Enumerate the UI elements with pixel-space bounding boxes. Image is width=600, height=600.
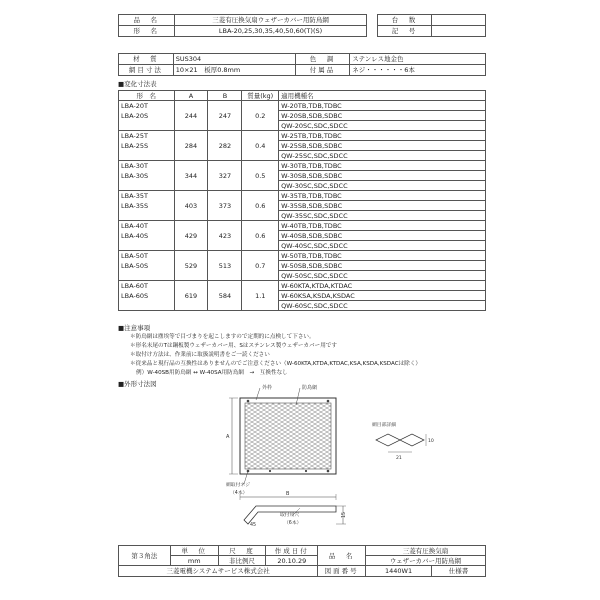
dim-a-cell: 403 [174, 191, 208, 221]
footer-name-label: 品 名 [318, 546, 366, 566]
model-cell: LBA-50S [119, 261, 175, 271]
dim-a-cell: 619 [174, 281, 208, 311]
model-cell: LBA-25T [119, 131, 175, 141]
model-cell: LBA-20S [119, 111, 175, 121]
scale-value: 非比例尺 [218, 556, 266, 566]
model-cell: LBA-40T [119, 221, 175, 231]
mass-cell: 0.6 [242, 191, 279, 221]
app-cell: W-50TB,TDB,TDBC [279, 251, 486, 261]
dim-b-cell: 513 [208, 251, 242, 281]
mass-cell: 0.6 [242, 221, 279, 251]
col-a: A [174, 91, 208, 101]
model-cell: LBA-30S [119, 171, 175, 181]
mesh-value: 10×21 板厚0.8mm [173, 65, 295, 76]
label-hole-qty: （6本） [284, 521, 302, 526]
label-mesh-detail: 網目部詳細 [372, 423, 396, 428]
dim-a-cell: 429 [174, 221, 208, 251]
mass-cell: 0.5 [242, 161, 279, 191]
model-cell: LBA-60S [119, 291, 175, 301]
dim-b-cell: 327 [208, 161, 242, 191]
accessory-label: 付属品 [295, 65, 350, 76]
label-frame: 外枠 [262, 385, 273, 391]
mesh-detail [376, 434, 424, 446]
app-cell: W-20TB,TDB,TDBC [279, 101, 486, 111]
app-cell: QW-35SC,SDC,SDCC [279, 211, 486, 221]
col-model: 形 名 [119, 91, 175, 101]
dim-b-cell: 584 [208, 281, 242, 311]
col-mass: 質量(kg) [242, 91, 279, 101]
app-cell: QW-60SC,SDC,SDCC [279, 301, 486, 311]
drawing-no-label: 図面番号 [318, 566, 366, 577]
accessory-value: ネジ・・・・・・6本 [350, 65, 486, 76]
mass-cell: 0.4 [242, 131, 279, 161]
dim-a-cell: 244 [174, 101, 208, 131]
dims-section-title: ■変化寸法表 [118, 80, 157, 88]
name-label: 品 名 [119, 15, 175, 26]
label-10: 10 [428, 439, 434, 444]
app-cell: W-50SB,SDB,SDBC [279, 261, 486, 271]
mass-cell: 1.1 [242, 281, 279, 311]
footer-name-line2: ウェザーカバー用防鳥網 [365, 556, 485, 566]
model-cell: LBA-35T [119, 191, 175, 201]
model-cell: LBA-40S [119, 231, 175, 241]
company: 三菱電機システムサービス株式会社 [119, 566, 318, 577]
note-line: ＊防鳥網は塵埃等で目づまりを起こしますので定期的に点検して下さい。 [130, 334, 315, 340]
model-cell: LBA-20T [119, 101, 175, 111]
label-21: 21 [396, 456, 402, 461]
symbol-label: 記 号 [378, 26, 432, 37]
app-cell: W-40SB,SDB,SDBC [279, 231, 486, 241]
app-cell: W-35SB,SDB,SDBC [279, 201, 486, 211]
net-area [245, 403, 331, 469]
app-cell: QW-40SC,SDC,SDCC [279, 241, 486, 251]
screw-dot [247, 400, 250, 403]
footer-name-line1: 三菱有圧換気扇 [365, 546, 485, 556]
note-line: ＊取付け方法は、作業前に取扱説明書をご一読ください [130, 352, 270, 358]
app-cell: W-30TB,TDB,TDBC [279, 161, 486, 171]
note-line: ＊従来品と現行品の互換性はありませんのでご注意ください（W-60KTA,KTDA,KTDAC,KSA,KSDA,KSDACは除く） [130, 361, 422, 367]
notes-title: ■注意事項 [118, 324, 151, 332]
model-cell: LBA-50T [119, 251, 175, 261]
model-value: LBA-20,25,30,35,40,50,60(T)(S) [174, 26, 367, 37]
app-cell: W-40TB,TDB,TDBC [279, 221, 486, 231]
dim-a-cell: 284 [174, 131, 208, 161]
label-a: A [226, 434, 230, 440]
app-cell: QW-20SC,SDC,SDCC [279, 121, 486, 131]
model-cell: LBA-35S [119, 201, 175, 211]
screw-dot [269, 470, 271, 472]
note-line: 例）W-40SB用防鳥網 ↔ W-40SA用防鳥網 → 互換性なし [136, 370, 288, 376]
app-cell: W-35TB,TDB,TDBC [279, 191, 486, 201]
unit-value: mm [170, 556, 218, 566]
label-screw-qty: （4本） [230, 491, 248, 496]
drawing-no-value: 1440W1 [365, 566, 431, 577]
screw-dot [305, 470, 307, 472]
spec-label: 仕様書 [432, 566, 486, 577]
app-cell: W-60KTA,KTDA,KTDAC [279, 281, 486, 291]
app-cell: QW-30SC,SDC,SDCC [279, 181, 486, 191]
app-cell: W-60KSA,KSDA,KSDAC [279, 291, 486, 301]
projection: 第３角法 [119, 546, 171, 566]
dim-b-cell: 247 [208, 101, 242, 131]
drawing-title: ■外形寸法図 [118, 380, 157, 388]
mass-cell: 0.2 [242, 101, 279, 131]
label-hole: 取付用穴 [280, 513, 300, 518]
screw-dot [327, 400, 330, 403]
material-label: 材 質 [119, 54, 174, 65]
mesh-label: 網目寸法 [119, 65, 174, 76]
label-45: 45 [250, 523, 257, 528]
model-label: 形 名 [119, 26, 175, 37]
app-cell: QW-50SC,SDC,SDCC [279, 271, 486, 281]
app-cell: W-30SB,SDB,SDBC [279, 171, 486, 181]
note-line: ＊形名末尾のTは鋼板製ウェザーカバー用、Sはステンレス製ウェザーカバー用です [130, 343, 337, 349]
dim-b-cell: 373 [208, 191, 242, 221]
unit-label: 単 位 [170, 546, 218, 556]
name-value: 三菱有圧換気扇ウェザーカバー用防鳥網 [174, 15, 367, 26]
label-net: 防鳥網 [302, 385, 318, 391]
dim-a-cell: 529 [174, 251, 208, 281]
app-cell: QW-25SC,SDC,SDCC [279, 151, 486, 161]
model-cell: LBA-60T [119, 281, 175, 291]
label-15: 15 [342, 511, 347, 518]
col-apps: 適用機種名 [279, 91, 486, 101]
dim-b-cell: 282 [208, 131, 242, 161]
color-value: ステンレス地金色 [350, 54, 486, 65]
material-value: SUS304 [173, 54, 295, 65]
app-cell: W-25TB,TDB,TDBC [279, 131, 486, 141]
label-screw: 網取付ネジ [226, 483, 250, 488]
dim-b-cell: 423 [208, 221, 242, 251]
count-label: 台 数 [378, 15, 432, 26]
date-label: 作成日付 [266, 546, 318, 556]
dim-a-cell: 344 [174, 161, 208, 191]
color-label: 色 調 [295, 54, 350, 65]
model-cell: LBA-25S [119, 141, 175, 151]
footer-table [118, 545, 486, 577]
app-cell: W-20SB,SDB,SDBC [279, 111, 486, 121]
col-b: B [208, 91, 242, 101]
app-cell: W-25SB,SDB,SDBC [279, 141, 486, 151]
model-cell: LBA-30T [119, 161, 175, 171]
screw-dot [327, 470, 330, 473]
mass-cell: 0.7 [242, 251, 279, 281]
date-value: 20.10.29 [266, 556, 318, 566]
scale-label: 尺 度 [218, 546, 266, 556]
label-b: B [286, 491, 290, 497]
